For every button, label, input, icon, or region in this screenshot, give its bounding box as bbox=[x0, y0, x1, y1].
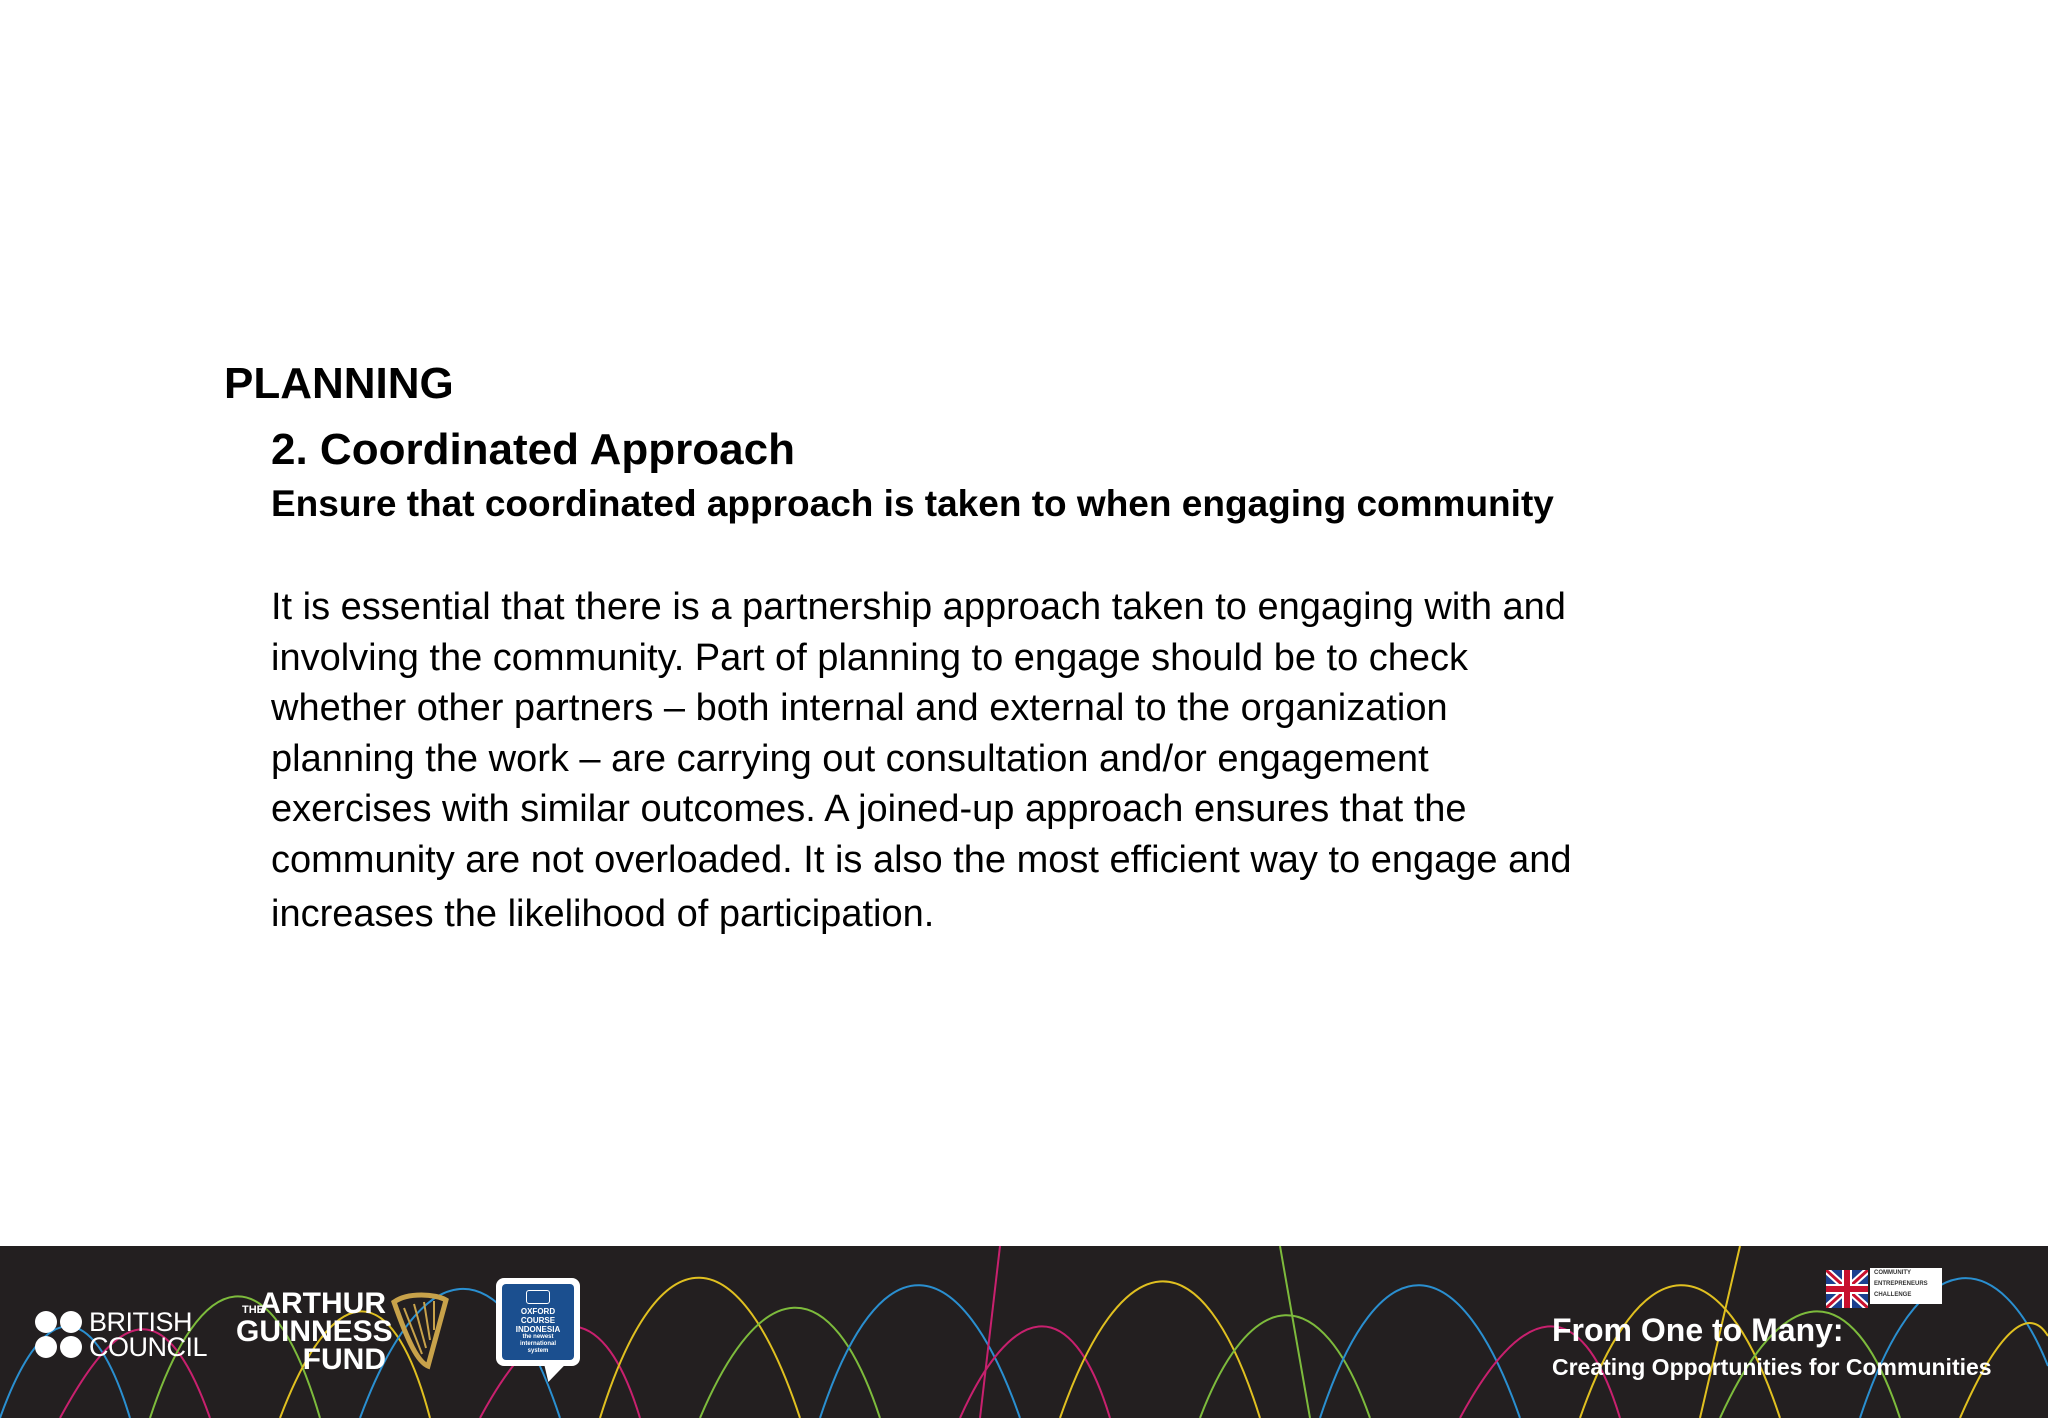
body-line: It is essential that there is a partnership approach taken to engaging with and bbox=[271, 586, 1566, 628]
body-line: involving the community. Part of planning to engage should be to check bbox=[271, 636, 1469, 679]
body-line: increases the likelihood of participation. bbox=[271, 893, 935, 935]
arthur-guinness-wordmark: ARTHUR GUINNESS FUND bbox=[236, 1287, 393, 1376]
arthur-guinness-fund-logo: THE ARTHUR GUINNESS FUND bbox=[236, 1286, 456, 1386]
footer-banner bbox=[0, 1246, 2048, 1418]
slide-heading: 2. Coordinated Approach bbox=[271, 425, 795, 474]
footer-tagline bbox=[1552, 1312, 1992, 1382]
slide-subheading: Ensure that coordinated approach is taken to when engaging community bbox=[271, 483, 1554, 524]
community-entrepreneurs-challenge-badge: COMMUNITY ENTREPRENEURS CHALLENGE bbox=[1826, 1266, 1944, 1306]
tagline-title: From One to Many: bbox=[1552, 1312, 1844, 1348]
union-jack-flag-icon bbox=[1826, 1270, 1868, 1308]
body-line: whether other partners – both internal and external to the organization bbox=[271, 687, 1448, 729]
body-paragraph bbox=[271, 582, 1761, 940]
body-line: exercises with similar outcomes. A joined-up approach ensures that the bbox=[271, 788, 1467, 830]
oxford-course-indonesia-logo: OXFORD COURSE INDONESIA the newest international system bbox=[496, 1278, 582, 1382]
book-icon bbox=[526, 1290, 550, 1304]
body-line: planning the work – are carrying out consultation and/or engagement bbox=[271, 737, 1429, 780]
tagline-subtitle: Creating Opportunities for Communities bbox=[1552, 1354, 1992, 1380]
british-council-dots-icon bbox=[34, 1310, 84, 1360]
body-line: community are not overloaded. It is also the most efficient way to engage and bbox=[271, 838, 1572, 881]
british-council-logo bbox=[34, 1304, 214, 1364]
harp-icon bbox=[388, 1292, 450, 1372]
section-title: PLANNING bbox=[224, 359, 454, 408]
british-council-wordmark: BRITISH COUNCIL bbox=[89, 1307, 208, 1362]
